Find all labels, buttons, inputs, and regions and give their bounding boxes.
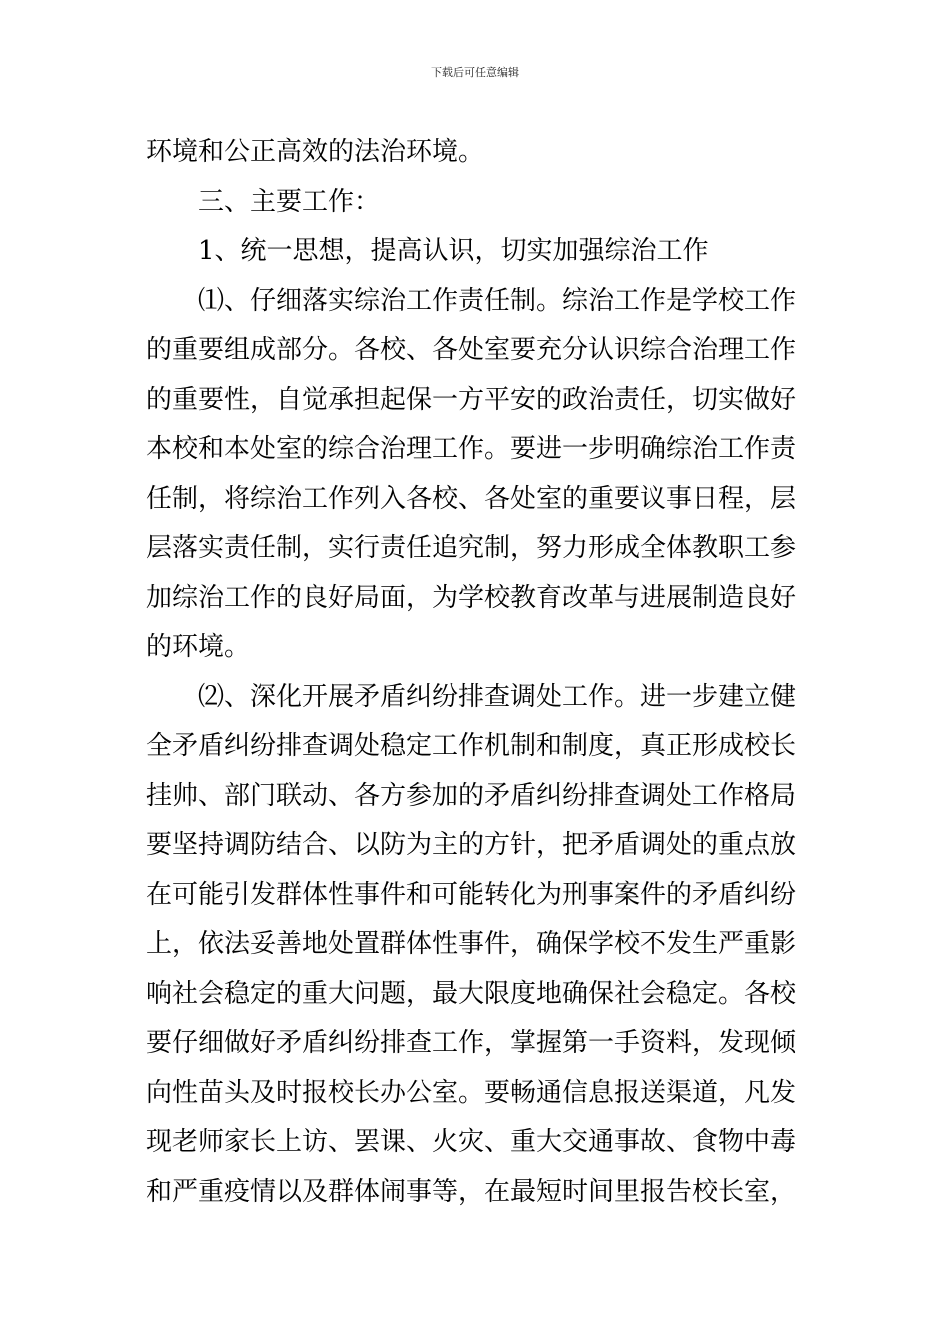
text-line: 本校和本处室的综合治理工作。要进一步明确综治工作责: [146, 434, 797, 464]
text-line: 环境和公正高效的法治环境。: [146, 137, 485, 167]
text-line: 上，依法妥善地处置群体性事件，确保学校不发生严重影: [146, 929, 797, 959]
text-line: 和严重疫情以及群体闹事等，在最短时间里报告校长室，: [146, 1176, 797, 1207]
text-line: 响社会稳定的重大问题，最大限度地确保社会稳定。各校: [146, 978, 797, 1009]
text-line: 现老师家长上访、罢课、火灾、重大交通事故、食物中毒: [146, 1127, 797, 1157]
text-line: 任制，将综治工作列入各校、各处室的重要议事日程，层: [146, 483, 797, 514]
text-line: 层落实责任制，实行责任追究制，努力形成全体教职工参: [146, 533, 797, 563]
text-line: 全矛盾纠纷排查调处稳定工作机制和制度，真正形成校长: [146, 731, 797, 761]
text-line: 要坚持调防结合、以防为主的方针，把矛盾调处的重点放: [146, 830, 797, 860]
text-line: 在可能引发群体性事件和可能转化为刑事案件的矛盾纠纷: [146, 879, 797, 910]
text-line: 向性苗头及时报校长办公室。要畅通信息报送渠道，凡发: [146, 1077, 797, 1108]
document-body: [146, 128, 808, 1217]
text-line: 要仔细做好矛盾纠纷排查工作，掌握第一手资料，发现倾: [146, 1028, 797, 1058]
text-line: 的环境。: [146, 632, 251, 662]
text-line: 的重要性，自觉承担起保一方平安的政治责任，切实做好: [146, 384, 797, 415]
subsection-heading: 1、统一思想，提高认识，切实加强综治工作: [198, 236, 709, 266]
text-line: 挂帅、部门联动、各方参加的矛盾纠纷排查调处工作格局: [146, 780, 797, 811]
page-header-note: 下载后可任意编辑: [431, 66, 519, 79]
paragraph-start: ⑵、深化开展矛盾纠纷排查调处工作。进一步建立健: [198, 681, 797, 712]
paragraph-start: ⑴、仔细落实综治工作责任制。综治工作是学校工作: [198, 285, 797, 316]
section-heading: 三、主要工作：: [198, 186, 381, 217]
text-line: 的重要组成部分。各校、各处室要充分认识综合治理工作: [146, 335, 797, 365]
text-line: 加综治工作的良好局面，为学校教育改革与进展制造良好: [146, 582, 797, 613]
